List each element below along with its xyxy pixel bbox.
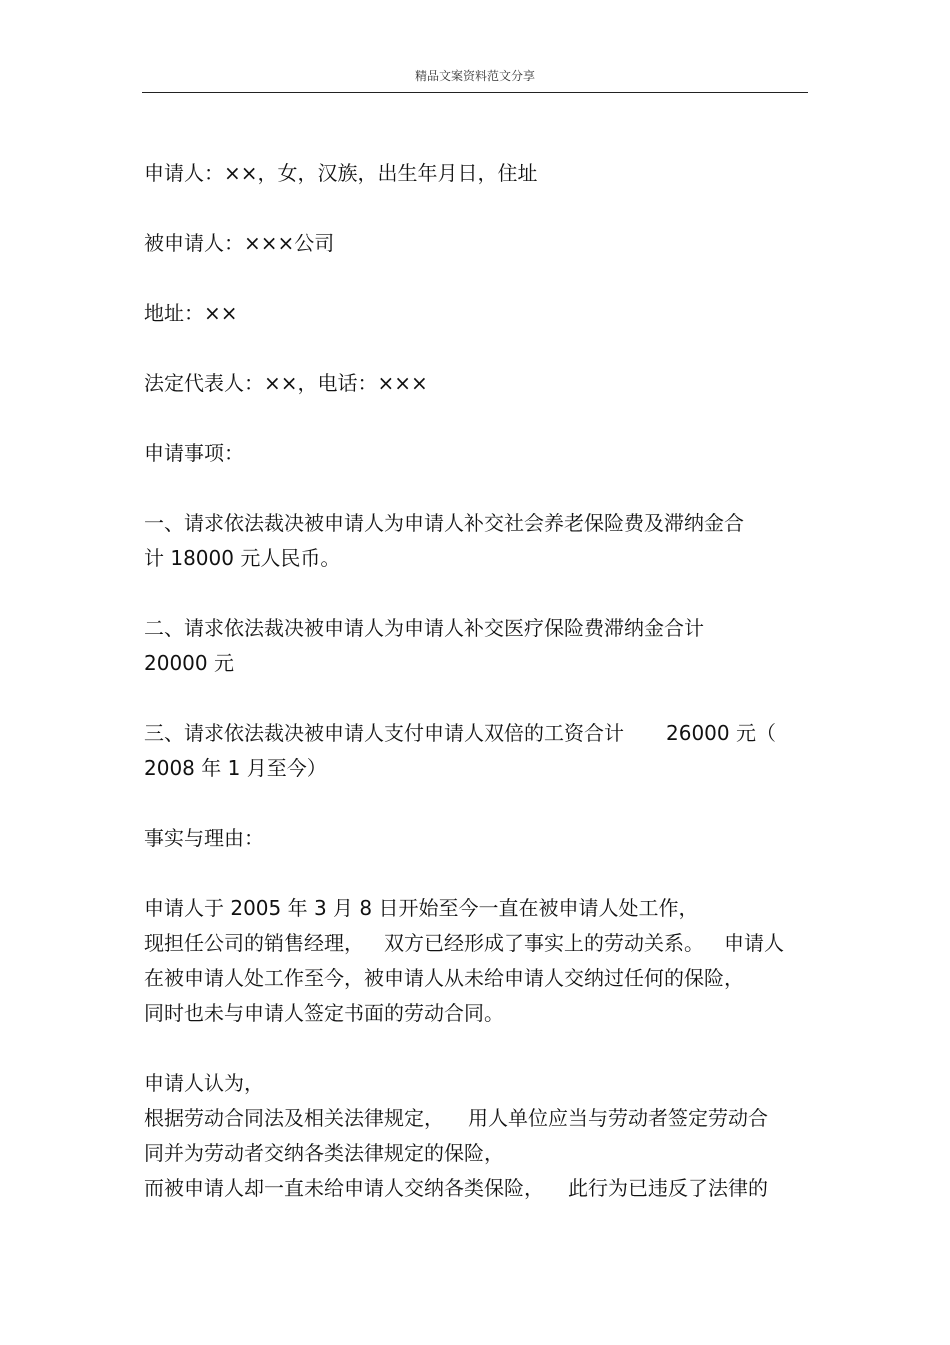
facts-paragraph [144,891,808,1031]
facts-line-1: 申请人于 2005 年 3 月 8 日开始至今一直在被申请人处工作， [144,896,699,920]
item-3-amount: 26000 元（ [666,721,776,745]
item-3-paragraph [144,716,808,786]
address-line: 地址：×× [144,301,238,325]
opinion-line-2-part-2: 用人单位应当与劳动者签定劳动合 [468,1106,768,1130]
facts-line-2-part-3: 申请人 [724,931,784,955]
facts-heading-paragraph [144,821,808,856]
facts-line-2-part-2: 双方已经形成了事实上的劳动关系。 [384,931,704,955]
item-3-line-1 [144,716,808,751]
opinion-line-2-part-1: 根据劳动合同法及相关法律规定， [144,1106,444,1130]
facts-line-4: 同时也未与申请人签定书面的劳动合同。 [144,1001,504,1025]
opinion-line-3: 同并为劳动者交纳各类法律规定的保险， [144,1141,504,1165]
opinion-line-1: 申请人认为， [144,1071,264,1095]
opinion-line-2 [144,1101,808,1136]
opinion-line-4-part-1: 而被申请人却一直未给申请人交纳各类保险， [144,1176,544,1200]
opinion-line-4-part-2: 此行为已违反了法律的 [568,1176,768,1200]
opinion-line-4 [144,1171,808,1206]
respondent-paragraph [144,226,808,261]
item-2-line-2: 20000 元 [144,651,234,675]
facts-heading: 事实与理由： [144,826,264,850]
items-heading-paragraph [144,436,808,471]
item-2-line-1: 二、请求依法裁决被申请人为申请人补交医疗保险费滞纳金合计 [144,616,704,640]
facts-line-2-part-1: 现担任公司的销售经理， [144,931,364,955]
item-3-line-1-text: 三、请求依法裁决被申请人支付申请人双倍的工资合计 [144,721,624,745]
items-heading: 申请事项： [144,441,244,465]
legal-rep-paragraph [144,366,808,401]
header-title: 精品文案资料范文分享 [414,69,535,83]
page-header [142,62,808,93]
item-1-paragraph [144,506,808,576]
item-1-line-1: 一、请求依法裁决被申请人为申请人补交社会养老保险费及滞纳金合 [144,511,744,535]
opinion-paragraph [144,1066,808,1206]
item-3-line-2: 2008 年 1 月至今） [144,756,327,780]
item-2-paragraph [144,611,808,681]
address-paragraph [144,296,808,331]
respondent-line: 被申请人：×××公司 [144,231,335,255]
applicant-paragraph [144,156,808,191]
item-1-line-2: 计 18000 元人民币。 [144,546,341,570]
applicant-line: 申请人：××，女，汉族，出生年月日，住址 [144,161,538,185]
facts-line-3: 在被申请人处工作至今，被申请人从未给申请人交纳过任何的保险， [144,966,744,990]
document-body [144,156,808,1241]
legal-rep-line: 法定代表人：××，电话：××× [144,371,428,395]
facts-line-2 [144,926,808,961]
